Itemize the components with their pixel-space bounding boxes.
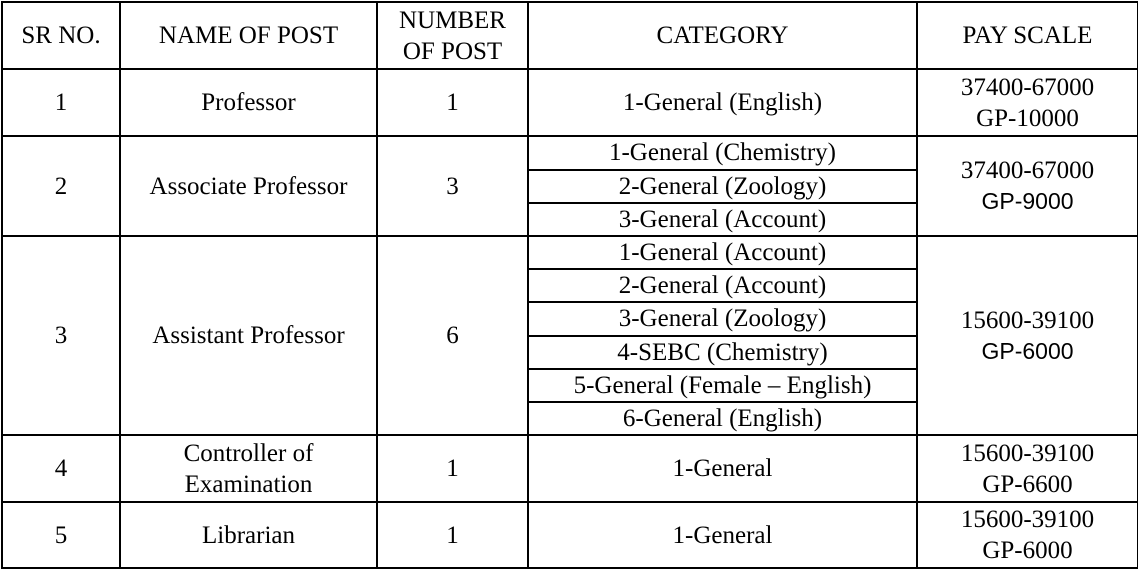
pay-scale-cell — [917, 435, 1138, 502]
grade-pay-value: GP-9000 — [981, 188, 1074, 215]
header-pay-scale: PAY SCALE — [917, 2, 1138, 69]
post-name-cell: Professor — [120, 69, 377, 136]
pay-scale-cell — [917, 136, 1138, 236]
header-name-of-post: NAME OF POST — [120, 2, 377, 69]
post-count-cell: 6 — [377, 236, 528, 435]
table-row — [2, 435, 1138, 502]
header-row — [2, 2, 1138, 69]
sr-cell: 3 — [2, 236, 120, 435]
category-cell: 1-General (Account) — [528, 236, 917, 269]
post-name-cell — [120, 435, 377, 502]
category-cell: 5-General (Female – English) — [528, 369, 917, 402]
grade-pay-value: GP-6600 — [982, 470, 1073, 498]
category-cell: 3-General (Zoology) — [528, 302, 917, 335]
category-cell: 1-General (Chemistry) — [528, 136, 917, 169]
pay-scale-value: 37400-67000 — [960, 73, 1095, 101]
grade-pay-value: GP-6000 — [981, 337, 1074, 364]
table-row — [2, 236, 1138, 269]
posts-table — [1, 1, 1138, 569]
pay-scale-value: 15600-39100 — [960, 306, 1095, 334]
sr-cell: 2 — [2, 136, 120, 236]
pay-scale-value: 15600-39100 — [960, 439, 1095, 467]
sr-cell: 4 — [2, 435, 120, 502]
category-cell: 1-General — [528, 435, 917, 502]
category-cell: 3-General (Account) — [528, 203, 917, 236]
pay-scale-value: 37400-67000 — [960, 157, 1095, 185]
sr-cell: 1 — [2, 69, 120, 136]
category-cell: 1-General (English) — [528, 69, 917, 136]
grade-pay-value: GP-10000 — [976, 104, 1079, 132]
header-sr-no: SR NO. — [2, 2, 120, 69]
header-category: CATEGORY — [528, 2, 917, 69]
post-count-cell: 1 — [377, 69, 528, 136]
post-count-cell: 1 — [377, 435, 528, 502]
table-row — [2, 69, 1138, 136]
sr-cell: 5 — [2, 502, 120, 568]
header-number-line2: OF POST — [402, 37, 503, 65]
category-cell: 4-SEBC (Chemistry) — [528, 336, 917, 369]
pay-scale-cell — [917, 502, 1138, 568]
post-name-cell: Associate Professor — [120, 136, 377, 236]
category-cell: 2-General (Zoology) — [528, 170, 917, 203]
post-name-cell: Assistant Professor — [120, 236, 377, 435]
pay-scale-value: 15600-39100 — [960, 506, 1095, 534]
pay-scale-cell — [917, 69, 1138, 136]
post-name-line2: Examination — [184, 470, 313, 498]
post-name-line1: Controller of — [183, 439, 314, 467]
table-row — [2, 502, 1138, 568]
header-number-of-post — [377, 2, 528, 69]
grade-pay-value: GP-6000 — [982, 537, 1073, 565]
category-cell: 6-General (English) — [528, 402, 917, 435]
post-count-cell: 1 — [377, 502, 528, 568]
pay-scale-cell — [917, 236, 1138, 435]
header-number-line1: NUMBER — [399, 6, 506, 34]
category-cell: 1-General — [528, 502, 917, 568]
table-row — [2, 136, 1138, 169]
post-count-cell: 3 — [377, 136, 528, 236]
category-cell: 2-General (Account) — [528, 269, 917, 302]
post-name-cell: Librarian — [120, 502, 377, 568]
